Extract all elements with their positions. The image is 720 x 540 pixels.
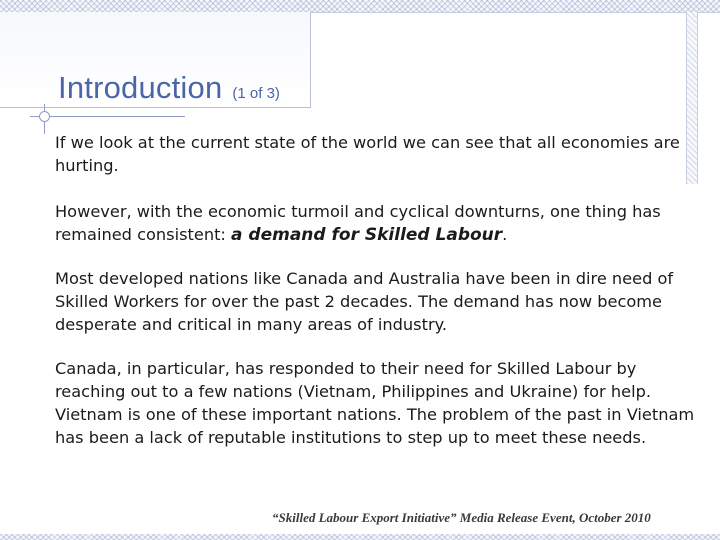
paragraph-4-text: Canada, in particular, has responded to their need for Skilled Labour by reaching out to a few nations (Vietnam, Philippines and Ukraine) for help. Vietnam is one of these important nations. The problem of the past in Vietnam has been a lack of reputable institutions to step up to meet these needs.: [55, 359, 695, 447]
top-decorative-bar: [265, 0, 720, 13]
paragraph-2-text: However, with the economic turmoil and cyclical downturns, one thing has remained consistent:: [55, 202, 661, 244]
paragraph-2: [55, 200, 695, 247]
paragraph-1-text: If we look at the current state of the world we can see that all economies are hurting.: [55, 133, 680, 175]
paragraph-3: [55, 267, 695, 336]
title-page-indicator: (1 of 3): [232, 85, 280, 102]
paragraph-2-emphasis: a demand for Skilled Labour: [231, 225, 503, 245]
paragraph-4: [55, 357, 695, 449]
slide-footer: “Skilled Labour Export Initiative” Media Release Event, October 2010: [272, 510, 651, 525]
paragraph-1: [55, 131, 695, 177]
title-accent-ring-icon: [39, 111, 50, 122]
title-text: Introduction: [58, 70, 223, 105]
paragraph-3-text: Most developed nations like Canada and Australia have been in dire need of Skilled Workers for over the past 2 decades. The demand has now become desperate and critical in many areas of industry.: [55, 269, 674, 334]
paragraph-2-period: .: [502, 225, 508, 244]
bottom-hatch-border: [0, 534, 720, 540]
title-underline: [30, 116, 185, 117]
slide-title: [58, 70, 280, 106]
